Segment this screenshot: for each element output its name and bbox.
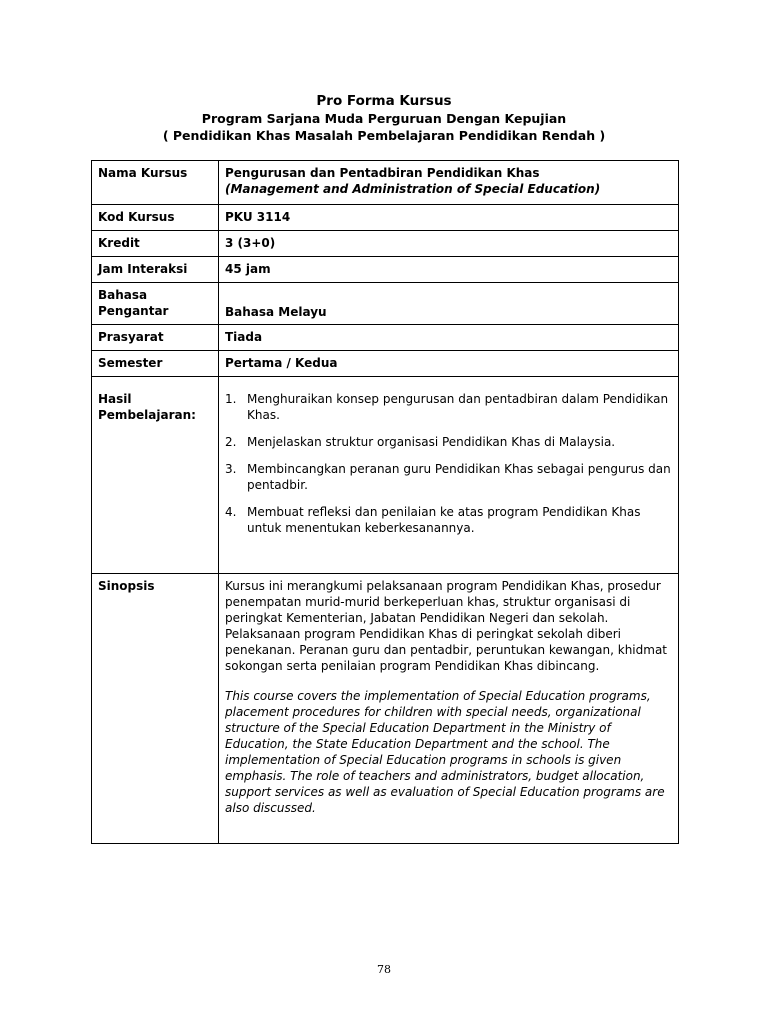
course-name-malay: Pengurusan dan Pentadbiran Pendidikan Khas — [225, 166, 540, 180]
row-jam-interaksi — [92, 257, 679, 283]
label-bahasa-line1: Bahasa — [98, 288, 148, 302]
row-nama-kursus — [92, 161, 679, 205]
program-specialization: ( Pendidikan Khas Masalah Pembelajaran Pendidikan Rendah ) — [162, 128, 606, 143]
row-bahasa-pengantar — [92, 283, 679, 325]
outcome-text: Menghuraikan konsep pengurusan dan pentadbiran dalam Pendidikan Khas. — [247, 392, 669, 422]
language-value: Bahasa Melayu — [225, 305, 327, 319]
course-name-english: (Management and Administration of Special Education) — [225, 182, 601, 196]
program-name: Program Sarjana Muda Perguruan Dengan Kepujian — [201, 111, 567, 126]
outcome-number: 4. — [225, 505, 237, 519]
row-hasil-pembelajaran — [92, 377, 679, 574]
outcome-number: 1. — [225, 392, 237, 406]
value-kredit: 3 (3+0) — [219, 231, 679, 257]
label-kod-kursus: Kod Kursus — [92, 205, 219, 231]
learning-outcome-item — [225, 461, 672, 493]
outcome-number: 3. — [225, 462, 237, 476]
outcome-text: Membincangkan peranan guru Pendidikan Khas sebagai pengurus dan pentadbir. — [247, 462, 671, 492]
label-hasil-line2: Pembelajaran: — [98, 408, 196, 422]
value-prasyarat: Tiada — [219, 325, 679, 351]
outcome-text: Membuat refleksi dan penilaian ke atas program Pendidikan Khas untuk menentukan keberkesanannya. — [247, 505, 641, 535]
row-semester — [92, 351, 679, 377]
label-kredit: Kredit — [92, 231, 219, 257]
row-kod-kursus — [92, 205, 679, 231]
course-proforma-table — [91, 160, 679, 844]
value-jam-interaksi: 45 jam — [219, 257, 679, 283]
value-semester: Pertama / Kedua — [219, 351, 679, 377]
label-nama-kursus: Nama Kursus — [92, 161, 219, 205]
label-prasyarat: Prasyarat — [92, 325, 219, 351]
value-hasil-pembelajaran — [219, 377, 679, 574]
page-number: 78 — [377, 963, 391, 976]
row-kredit — [92, 231, 679, 257]
label-bahasa-pengantar — [92, 283, 219, 325]
label-jam-interaksi: Jam Interaksi — [92, 257, 219, 283]
label-semester: Semester — [92, 351, 219, 377]
outcome-text: Menjelaskan struktur organisasi Pendidikan Khas di Malaysia. — [247, 435, 616, 449]
value-bahasa-pengantar — [219, 283, 679, 325]
synopsis-english: This course covers the implementation of Special Education programs, placement procedures for children with special needs, organizational structure of the Special Education Department in the Ministry of Education, the State Education Department and the school. The implementation of Special Education programs in schools is given emphasis. The role of teachers and administrators, budget allocation, support services as well as evaluation of Special Education programs are also discussed. — [225, 689, 665, 815]
row-prasyarat — [92, 325, 679, 351]
outcome-number: 2. — [225, 435, 237, 449]
synopsis-malay: Kursus ini merangkumi pelaksanaan program Pendidikan Khas, prosedur penempatan murid-murid berkeperluan khas, struktur organisasi di peringkat Kementerian, Jabatan Pendidikan Negeri dan sekolah. Pelaksanaan program Pendidikan Khas di peringkat sekolah diberi penekanan. Peranan guru dan pentadbir, peruntukan kewangan, khidmat sokongan serta penilaian program Pendidikan Khas dibincang. — [225, 579, 667, 673]
learning-outcome-item — [225, 391, 672, 423]
label-sinopsis: Sinopsis — [92, 574, 219, 844]
value-sinopsis — [219, 574, 679, 844]
value-kod-kursus: PKU 3114 — [219, 205, 679, 231]
learning-outcomes-list — [225, 391, 672, 536]
label-hasil-pembelajaran — [92, 377, 219, 574]
label-bahasa-line2: Pengantar — [98, 304, 169, 318]
learning-outcome-item — [225, 504, 672, 536]
document-header — [0, 93, 768, 144]
label-hasil-line1: Hasil — [98, 392, 132, 406]
row-sinopsis — [92, 574, 679, 844]
learning-outcome-item — [225, 434, 672, 450]
value-nama-kursus — [219, 161, 679, 205]
document-title: Pro Forma Kursus — [316, 93, 452, 109]
